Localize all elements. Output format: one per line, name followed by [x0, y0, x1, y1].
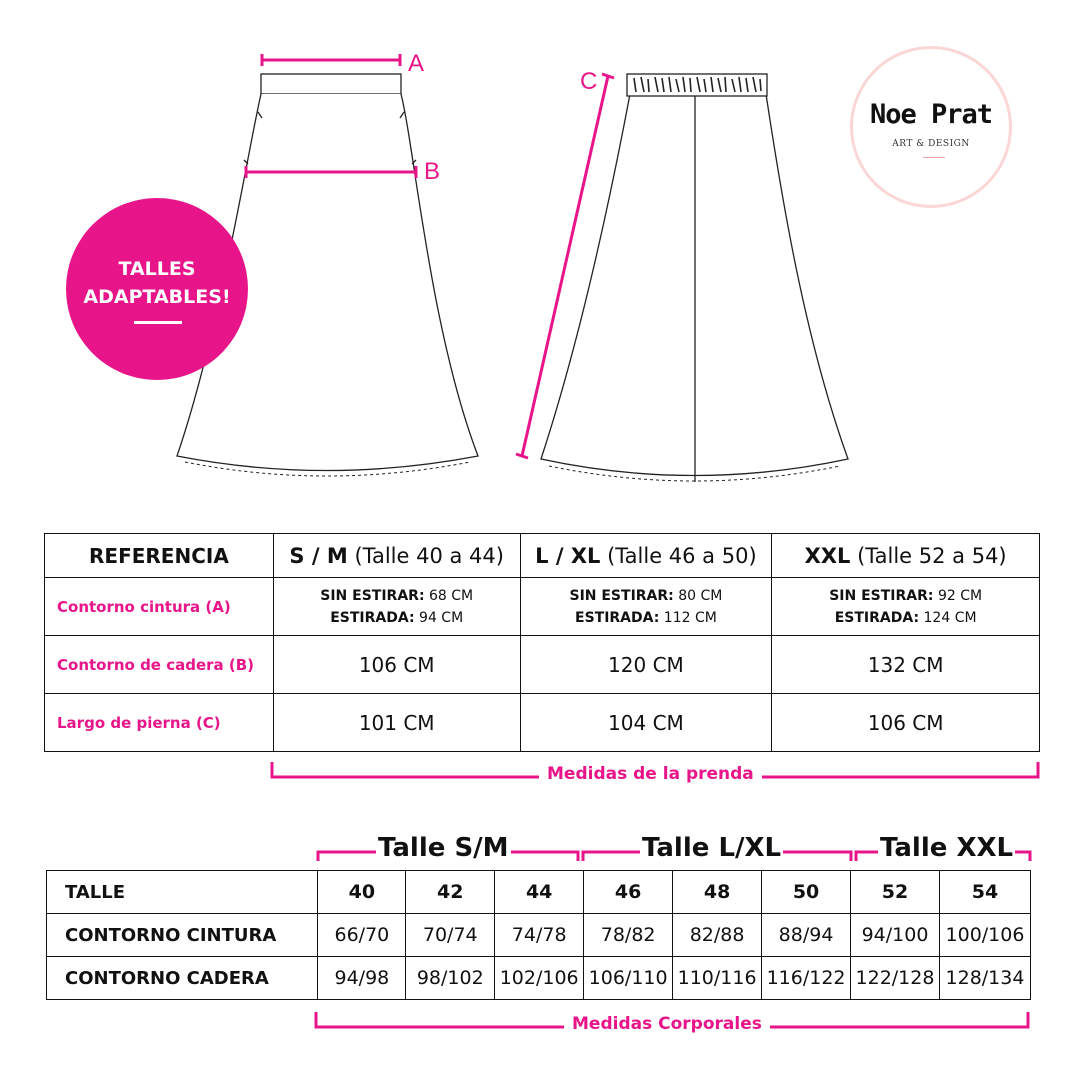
body-hip-54: 128/134 [939, 957, 1030, 1000]
body-hip-46: 106/110 [584, 957, 673, 1000]
group-title-xxl: Talle XXL [880, 833, 1014, 863]
body-hip-48: 110/116 [673, 957, 762, 1000]
size-header-lxl: L / XL (Talle 46 a 50) [520, 534, 772, 578]
hip-value-sm: 106 CM [273, 636, 520, 694]
hip-label: Contorno de cadera (B) [45, 636, 274, 694]
badge-line-2: ADAPTABLES! [83, 286, 231, 308]
reference-header: REFERENCIA [45, 534, 274, 578]
size-40: 40 [318, 871, 406, 914]
size-header-sm: S / M (Talle 40 a 44) [273, 534, 520, 578]
table-row [47, 957, 1031, 1000]
waist-label: Contorno cintura (A) [45, 578, 274, 636]
waist-value-xxl: SIN ESTIRAR: 92 CM ESTIRADA: 124 CM [772, 578, 1040, 636]
size-46: 46 [584, 871, 673, 914]
body-hip-50: 116/122 [762, 957, 851, 1000]
body-hip-52: 122/128 [851, 957, 940, 1000]
length-value-lxl: 104 CM [520, 694, 772, 752]
size-44: 44 [495, 871, 584, 914]
body-waist-46: 78/82 [584, 914, 673, 957]
body-waist-42: 70/74 [406, 914, 495, 957]
body-waist-label: CONTORNO CINTURA [47, 914, 318, 957]
waist-value-sm: SIN ESTIRAR: 68 CM ESTIRADA: 94 CM [273, 578, 520, 636]
body-waist-52: 94/100 [851, 914, 940, 957]
size-42: 42 [406, 871, 495, 914]
body-hip-label: CONTORNO CADERA [47, 957, 318, 1000]
hip-value-xxl: 132 CM [772, 636, 1040, 694]
body-waist-48: 82/88 [673, 914, 762, 957]
body-caption: Medidas Corporales [564, 1014, 770, 1034]
measure-a-label: A [408, 50, 425, 77]
body-waist-44: 74/78 [495, 914, 584, 957]
group-title-sm: Talle S/M [378, 833, 509, 863]
body-hip-44: 102/106 [495, 957, 584, 1000]
waist-value-lxl: SIN ESTIRAR: 80 CM ESTIRADA: 112 CM [520, 578, 772, 636]
group-title-lxl: Talle L/XL [642, 833, 782, 863]
body-waist-54: 100/106 [939, 914, 1030, 957]
body-waist-40: 66/70 [318, 914, 406, 957]
length-label: Largo de pierna (C) [45, 694, 274, 752]
table-row [47, 914, 1031, 957]
measure-b-label: B [424, 158, 441, 185]
length-value-sm: 101 CM [273, 694, 520, 752]
size-row-label: TALLE [47, 871, 318, 914]
garment-caption: Medidas de la prenda [539, 764, 762, 784]
logo-subtitle: ART & DESIGN [892, 139, 970, 149]
size-50: 50 [762, 871, 851, 914]
logo-name: Noe Prat [869, 99, 993, 130]
length-value-xxl: 106 CM [772, 694, 1040, 752]
hip-value-lxl: 120 CM [520, 636, 772, 694]
body-hip-40: 94/98 [318, 957, 406, 1000]
badge-line-1: TALLES [118, 258, 196, 280]
body-measurements-table [46, 870, 1031, 1000]
body-hip-42: 98/102 [406, 957, 495, 1000]
size-header-xxl: XXL (Talle 52 a 54) [772, 534, 1040, 578]
size-52: 52 [851, 871, 940, 914]
size-48: 48 [673, 871, 762, 914]
body-waist-50: 88/94 [762, 914, 851, 957]
size-54: 54 [939, 871, 1030, 914]
measure-c-label: C [580, 68, 598, 95]
table-header-row [47, 871, 1031, 914]
